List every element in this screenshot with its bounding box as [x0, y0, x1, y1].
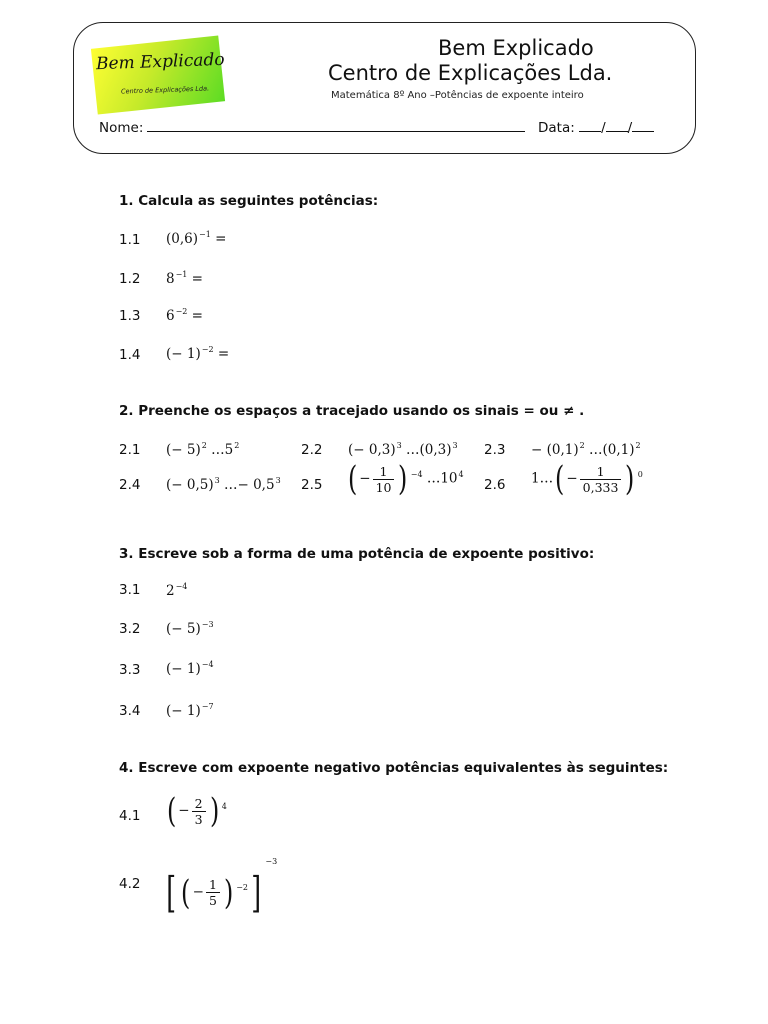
math-expression: (− 5)$^{-3}$ — [166, 620, 214, 637]
date-year-blank[interactable] — [632, 120, 654, 132]
item-number: 2.1 — [119, 442, 141, 458]
item-number: 1.4 — [119, 347, 141, 363]
math-expression: $2^{-4}$ — [166, 582, 188, 599]
math-expression: (− 0,5)$^3$ …− $0,5^3$ — [166, 476, 281, 493]
item-number: 1.2 — [119, 271, 141, 287]
math-expression: $6^{-2}$ = — [166, 307, 203, 324]
header-company: Centro de Explicações Lda. — [328, 61, 613, 85]
header-title: Bem Explicado — [438, 36, 594, 60]
math-expression: (− 1)$^{-2}$ = — [166, 345, 230, 362]
math-expression: (− 0,3)$^3$ $\dots(0,3)^3$ — [348, 441, 458, 458]
question-4-title: 4. Escreve com expoente negativo potências equivalentes às seguintes: — [119, 760, 669, 776]
item-number: 1.1 — [119, 232, 141, 248]
question-2-title: 2. Preenche os espaços a tracejado usando os sinais = ou ≠ . — [119, 403, 585, 419]
item-number: 2.3 — [484, 442, 506, 458]
item-number: 4.1 — [119, 808, 141, 824]
math-expression: ( − $\frac{1}{10}$ ) $^{-4}$ $\dots 10^4$ — [347, 459, 464, 499]
name-field[interactable] — [99, 120, 525, 136]
math-expression: (− 5)$^2$ $\dots 5^2$ — [166, 441, 240, 458]
item-number: 2.5 — [301, 477, 323, 493]
math-expression: (− 1)$^{-7}$ — [166, 702, 214, 719]
item-number: 1.3 — [119, 308, 141, 324]
name-label: Nome: — [99, 120, 144, 136]
math-expression: (− 1)$^{-4}$ — [166, 660, 214, 677]
item-number: 3.1 — [119, 582, 141, 598]
header-subject: Matemática 8º Ano –Potências de expoente inteiro — [331, 90, 584, 101]
math-expression: 1…( − $\frac{1}{0,333}$ ) $^0$ — [531, 459, 643, 499]
math-expression: ( − $\frac{2}{3}$ ) $^4$ — [166, 791, 227, 831]
question-1-title: 1. Calcula as seguintes potências: — [119, 193, 379, 209]
math-expression: − $(0,1)^2$ $\dots(0,1)^2$ — [531, 441, 641, 458]
item-number: 2.4 — [119, 477, 141, 493]
item-number: 2.2 — [301, 442, 323, 458]
math-expression: $(0,6)^{-1}$ = — [166, 230, 227, 247]
date-day-blank[interactable] — [579, 120, 601, 132]
name-blank[interactable] — [147, 120, 525, 132]
item-number: 3.2 — [119, 621, 141, 637]
date-field[interactable]: Data: / / — [538, 120, 654, 136]
item-number: 4.2 — [119, 876, 141, 892]
item-number: 3.4 — [119, 703, 141, 719]
item-number: 2.6 — [484, 477, 506, 493]
logo-background — [91, 35, 225, 114]
logo-text: Bem Explicado — [95, 49, 225, 75]
math-expression: $8^{-1}$ = — [166, 270, 203, 287]
math-expression: [ ( − $\frac{1}{5}$ ) $^{-2}$]$^{-3}$ — [166, 857, 278, 917]
logo-subtext: Centro de Explicações Lda. — [120, 84, 210, 96]
question-3-title: 3. Escreve sob a forma de uma potência de expoente positivo: — [119, 546, 595, 562]
date-month-blank[interactable] — [606, 120, 628, 132]
date-label: Data: — [538, 120, 575, 136]
item-number: 3.3 — [119, 662, 141, 678]
